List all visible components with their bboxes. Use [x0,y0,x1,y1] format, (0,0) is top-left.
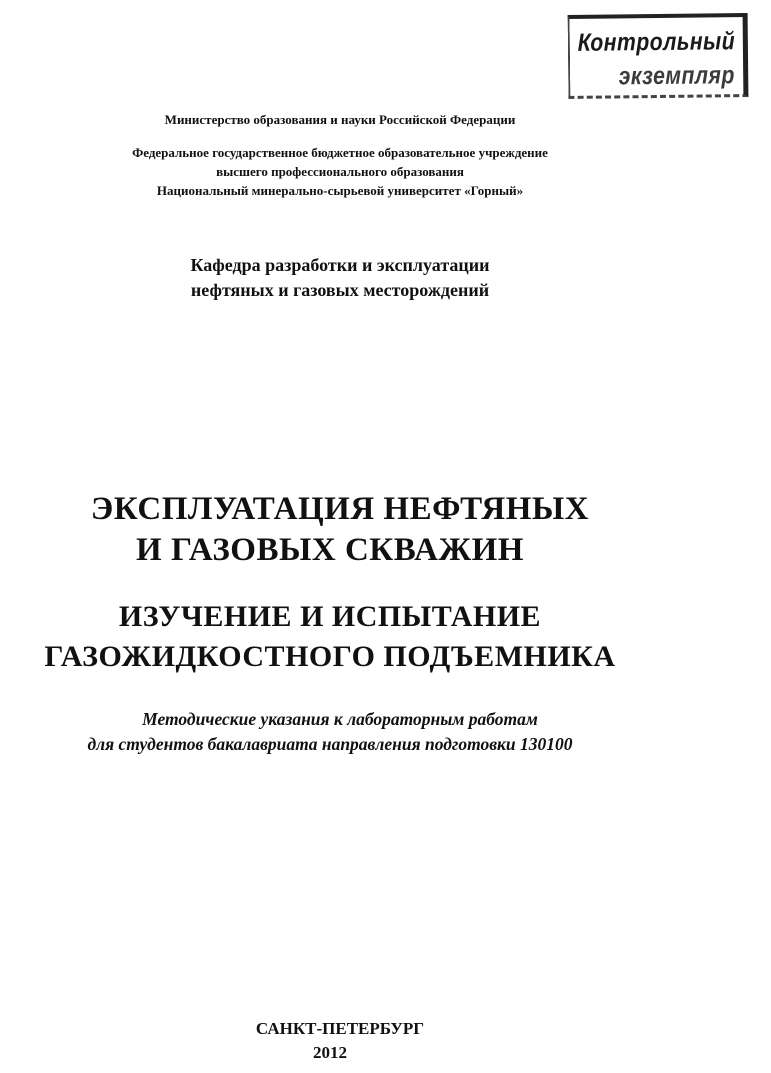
subtitle-line-2: для студентов бакалавриата направления подготовки 130100 [87,734,573,754]
institution-line-3: Национальный минерально-сырьевой университет «Горный» [156,183,524,198]
department-line-1: Кафедра разработки и эксплуатации [190,255,490,275]
stamp-line-1: Контрольный [577,27,735,57]
title-line-3: ИЗУЧЕНИЕ И ИСПЫТАНИЕ [118,600,542,633]
title-line-2: И ГАЗОВЫХ СКВАЖИН [136,532,524,568]
department-line-2: нефтяных и газовых месторождений [190,280,490,300]
publication-year: 2012 [313,1043,347,1062]
title-line-4: ГАЗОЖИДКОСТНОГО ПОДЪЕМНИКА [44,640,616,673]
title-line-1: ЭКСПЛУАТАЦИЯ НЕФТЯНЫХ [90,491,590,527]
control-copy-stamp [568,13,749,99]
publication-city: САНКТ-ПЕТЕРБУРГ [255,1019,425,1038]
institution-line-2: высшего профессионального образования [216,164,464,179]
institution-line-1: Федеральное государственное бюджетное образовательное учреждение [132,145,548,160]
stamp-line-2: экземпляр [618,61,736,91]
subtitle-line-1: Методические указания к лабораторным работам [142,709,538,729]
ministry-name: Министерство образования и науки Российской Федерации [164,112,516,127]
